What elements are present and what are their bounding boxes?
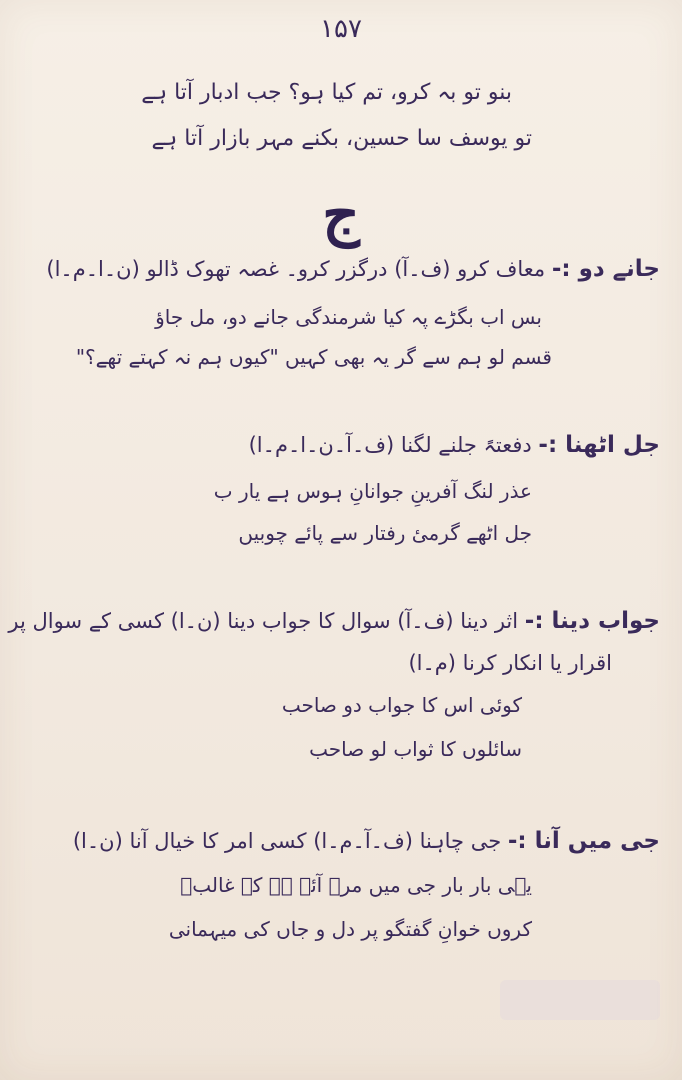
entry-2-verse-2: جل اٹھے گرمیٔ رفتار سے پائے چوبیں (238, 521, 532, 545)
top-couplet-line-2: تو یوسف سا حسین، بکنے مہر بازار آتا ہے (151, 126, 532, 151)
entry-4-headword: جی میں آنا :- (507, 828, 660, 854)
entry-2-verse-1: عذر لنگ آفرینِ جوانانِ ہوس ہے یار ب (213, 479, 532, 503)
entry-1-verse-2: قسم لو ہم سے گر یہ بھی کہیں "کیوں ہم نہ کہتے تھے؟" (75, 345, 552, 369)
entry-2-header-line (249, 430, 660, 460)
entry-4-definition: جی چاہنا (ف۔آ۔م۔ا) کسی امر کا خیال آنا (ن۔ا) (72, 829, 502, 853)
entry-1-definition: معاف کرو (ف۔آ) درگزر کرو۔ غصہ تھوک ڈالو (ن۔ا۔م۔ا) (46, 257, 546, 281)
entry-3-verse-1: کوئی اس کا جواب دو صاحب (281, 693, 522, 717)
entry-4-header-line (73, 826, 660, 856)
entry-1-verse-1: بس اب بگڑے پہ کیا شرمندگی جانے دو، مل جاؤ (155, 305, 542, 329)
entry-2-headword: جل اٹھنا :- (538, 432, 660, 458)
entry-3-headword: جواب دینا :- (524, 608, 660, 634)
entry-3-definition: اثر دینا (ف۔آ) سوال کا جواب دینا (ن۔ا) کسی کے سوال پر (8, 609, 519, 633)
entry-4-verse-1: یہی بار بار جی میں مرے آئے ہے کہ غالبؔ (180, 873, 532, 897)
entry-3-verse-2: سائلوں کا ثواب لو صاحب (309, 737, 522, 761)
entry-1-headword: جانے دو :- (551, 256, 660, 282)
faint-stamp-mark (500, 980, 660, 1020)
entry-2-definition: دفعتہً جلنے لگنا (ف۔آ۔ن۔ا۔م۔ا) (248, 433, 532, 457)
entry-1-header-line (46, 254, 660, 284)
entry-4-verse-2: کروں خوانِ گفتگو پر دل و جاں کی میہمانی (168, 917, 532, 941)
entry-3-continuation: اقرار یا انکار کرنا (م۔ا) (408, 651, 612, 675)
section-letter: ج (322, 180, 360, 248)
top-couplet-line-1: بنو تو بہ کرو، تم کیا ہو؟ جب ادبار آتا ہے (141, 80, 512, 105)
entry-3-header-line (8, 606, 660, 636)
page-number: ۱۵۷ (320, 14, 362, 44)
